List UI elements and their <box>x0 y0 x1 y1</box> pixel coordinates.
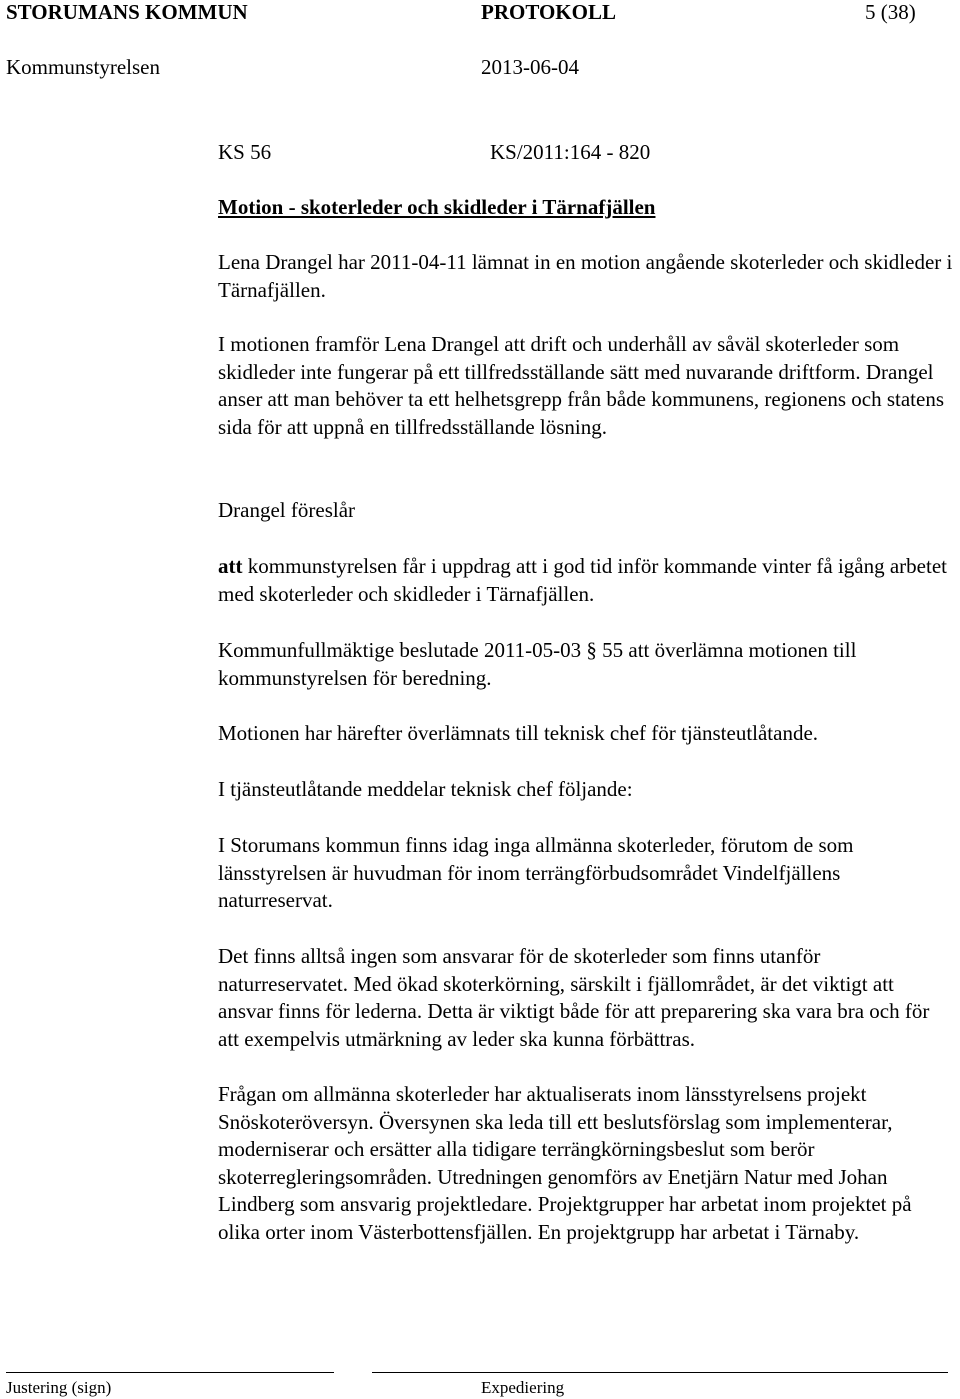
paragraph-motion-content: I motionen framför Lena Drangel att drift och underhåll av såväl skoterleder som skidleder inte fungerar på ett tillfredsställande sätt med nuvarande driftform. Drangel anser att man behöver ta ett helhetsgrepp från både kommunens, regionens och statens sida för att uppnå en tillfredsställande lösning. <box>218 332 945 439</box>
paragraph-no-public-trails: I Storumans kommun finns idag inga allmänna skoterleder, förutom de som länsstyrelsen är huvudman för inom terrängförbudsområdet Vindelfjällens naturreservat. <box>218 833 854 912</box>
proposal-text: kommunstyrelsen får i uppdrag att i god tid inför kommande vinter få igång arbetet med skoterleder och skidleder i Tärnafjällen. <box>218 554 947 606</box>
decision-text-b: 55 att överlämna motionen till kommunstyrelsen för beredning. <box>218 638 857 690</box>
paragraph-statement-intro: I tjänsteutlåtande meddelar teknisk chef följande: <box>218 777 633 801</box>
signature-line-right <box>372 1372 948 1373</box>
org-name: STORUMANS KOMMUN <box>6 0 248 24</box>
paragraph-review-project: Frågan om allmänna skoterleder har aktualiserats inom länsstyrelsens projekt Snöskoteröversyn. Översynen ska leda till ett beslutsförslag som implementerar, moderniserar och ersätter alla tidigare terrängkörningsbeslut som berör skoterregleringsområden. Utredningen genomförs av Enetjärn Natur med Johan Lindberg som ansvarig projektledare. Projektgrupper har arbetat inom projektet på olika orter inom Västerbottensfjällen. En projektgrupp har arbetat i Tärnaby. <box>218 1082 912 1244</box>
document-type: PROTOKOLL <box>481 0 616 24</box>
paragraph-motion-submitted: Lena Drangel har 2011-04-11 lämnat in en motion angående skoterleder och skidleder i Tärnafjällen. <box>218 250 953 302</box>
page-number: 5 (38) <box>865 0 916 24</box>
att-keyword: att <box>218 554 243 578</box>
case-reference: KS/2011:164 - 820 <box>490 140 651 164</box>
paragraph-council-decision <box>218 637 953 692</box>
section-symbol: § <box>586 638 597 662</box>
case-title: Motion - skoterleder och skidleder i Tärnafjällen <box>218 195 656 219</box>
decision-text-a: Kommunfullmäktige beslutade 2011-05-03 <box>218 638 587 662</box>
paragraph-proposal <box>218 553 953 608</box>
paragraph-forwarded: Motionen har härefter överlämnats till teknisk chef för tjänsteutlåtande. <box>218 721 819 745</box>
paragraph-number: KS 56 <box>218 140 272 164</box>
signature-line-left <box>6 1372 334 1373</box>
expediering-label: Expediering <box>481 1378 565 1397</box>
committee-name: Kommunstyrelsen <box>6 55 160 79</box>
justering-label: Justering (sign) <box>6 1378 112 1397</box>
meeting-date: 2013-06-04 <box>481 55 579 79</box>
paragraph-responsibility: Det finns alltså ingen som ansvarar för de skoterleder som finns utanför naturreservatet. Med ökad skoterkörning, särskilt i fjällområdet, är det viktigt att ansvar finns för lederna. Detta är viktigt både för att preparering ska vara bra och för att exempelvis utmärkning av leder ska kunna förbättras. <box>218 944 930 1051</box>
case-number-line <box>218 139 271 166</box>
paragraph-proposal-intro: Drangel föreslår <box>218 498 356 522</box>
